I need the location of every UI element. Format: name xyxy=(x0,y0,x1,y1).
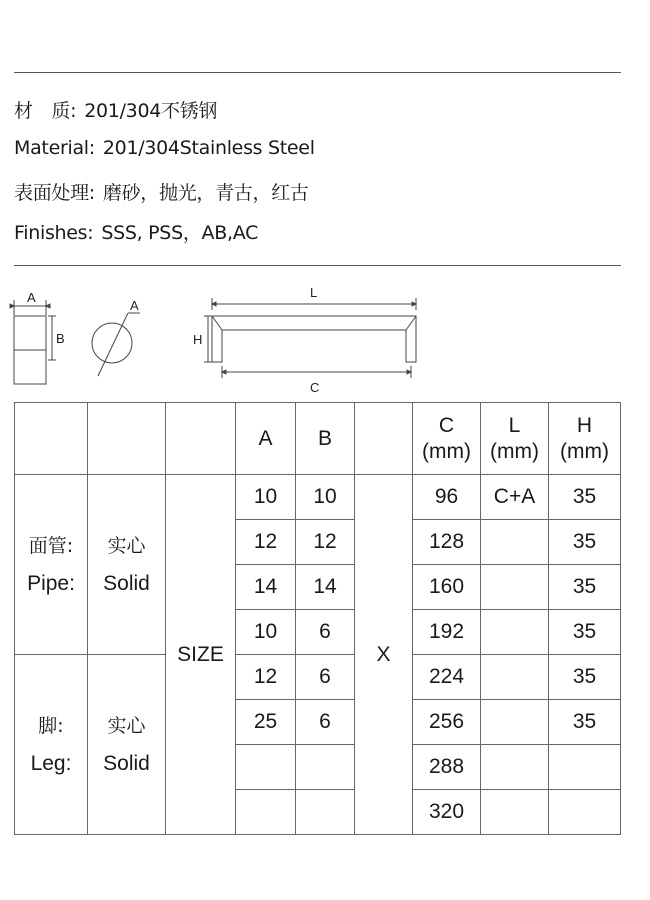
spec-value: 201/304Stainless Steel xyxy=(102,137,315,159)
cell-h: 35 xyxy=(549,565,621,610)
header-empty-cell xyxy=(166,403,236,475)
spec-material-cn xyxy=(14,96,217,123)
cell-l xyxy=(481,565,549,610)
cell-b: 14 xyxy=(296,565,355,610)
table-header-row xyxy=(15,403,621,475)
table-row xyxy=(15,475,621,520)
header-l xyxy=(481,403,549,475)
cell-a: 12 xyxy=(236,520,296,565)
header-b: B xyxy=(296,403,355,475)
header-empty-cell xyxy=(355,403,413,475)
cell-l xyxy=(481,700,549,745)
header-l-label: L xyxy=(508,413,521,437)
pipe-label-en: Pipe: xyxy=(27,571,75,595)
cell-a xyxy=(236,745,296,790)
round-dia-label: A xyxy=(130,298,139,313)
square-profile xyxy=(10,300,56,384)
header-h-label: H xyxy=(576,413,593,437)
cell-c: 192 xyxy=(413,610,481,655)
cell-h: 35 xyxy=(549,610,621,655)
cell-l xyxy=(481,790,549,835)
header-c-label: C xyxy=(438,413,455,437)
leg-type-cell xyxy=(88,655,166,835)
handle-outline xyxy=(204,298,416,378)
handle-length-label: L xyxy=(310,285,318,300)
cell-b: 6 xyxy=(296,610,355,655)
header-c-unit: (mm) xyxy=(422,439,471,463)
top-divider xyxy=(14,72,621,73)
cell-a xyxy=(236,790,296,835)
cell-h: 35 xyxy=(549,700,621,745)
size-label: SIZE xyxy=(166,475,236,835)
cell-a: 14 xyxy=(236,565,296,610)
table-row xyxy=(15,655,621,700)
leg-label-cn: 脚: xyxy=(38,714,64,737)
header-h xyxy=(549,403,621,475)
spec-label: 材 质: xyxy=(14,100,77,122)
spec-value: SSS, PSS，AB,AC xyxy=(101,222,259,244)
cell-a: 10 xyxy=(236,610,296,655)
dimension-diagram xyxy=(0,280,650,400)
header-a: A xyxy=(236,403,296,475)
leg-label-en: Leg: xyxy=(30,751,72,775)
cell-b: 6 xyxy=(296,700,355,745)
cell-b xyxy=(296,790,355,835)
cell-h xyxy=(549,745,621,790)
handle-height-label: H xyxy=(193,332,203,347)
pipe-label-cell xyxy=(15,475,88,655)
spec-label: Material: xyxy=(14,137,95,159)
leg-label-cell xyxy=(15,655,88,835)
header-l-unit: (mm) xyxy=(490,439,539,463)
square-height-label: B xyxy=(56,331,65,346)
square-width-label: A xyxy=(27,290,36,305)
cell-h: 35 xyxy=(549,520,621,565)
handle-center-label: C xyxy=(310,380,320,395)
size-table xyxy=(14,402,621,835)
spec-label: 表面处理: xyxy=(14,182,95,204)
leg-solid-en: Solid xyxy=(103,751,150,775)
cell-h: 35 xyxy=(549,655,621,700)
cell-l xyxy=(481,610,549,655)
spec-value: 磨砂，抛光，青古，红古 xyxy=(102,182,309,204)
cell-a: 12 xyxy=(236,655,296,700)
cell-b: 6 xyxy=(296,655,355,700)
cell-l xyxy=(481,745,549,790)
cell-c: 128 xyxy=(413,520,481,565)
cell-c: 320 xyxy=(413,790,481,835)
cell-c: 256 xyxy=(413,700,481,745)
cell-h xyxy=(549,790,621,835)
pipe-type-cell xyxy=(88,475,166,655)
cell-c: 224 xyxy=(413,655,481,700)
cell-l xyxy=(481,520,549,565)
cell-b: 10 xyxy=(296,475,355,520)
cell-l: C+A xyxy=(481,475,549,520)
cell-c: 160 xyxy=(413,565,481,610)
cell-h: 35 xyxy=(549,475,621,520)
cell-c: 288 xyxy=(413,745,481,790)
cell-a: 25 xyxy=(236,700,296,745)
cell-c: 96 xyxy=(413,475,481,520)
header-empty-cell xyxy=(15,403,88,475)
pipe-solid-cn: 实心 xyxy=(107,534,146,557)
pipe-label-cn: 面管: xyxy=(28,534,74,557)
spec-value: 201/304不锈钢 xyxy=(84,100,218,122)
pipe-solid-en: Solid xyxy=(103,571,150,595)
cell-b: 12 xyxy=(296,520,355,565)
cell-a: 10 xyxy=(236,475,296,520)
spec-finish-cn xyxy=(14,178,309,205)
leg-solid-cn: 实心 xyxy=(107,714,146,737)
spec-material-en xyxy=(14,137,315,159)
round-profile xyxy=(92,313,140,376)
spec-finish-en xyxy=(14,218,258,245)
header-h-unit: (mm) xyxy=(560,439,609,463)
x-label: X xyxy=(355,475,413,835)
cell-l xyxy=(481,655,549,700)
cell-b xyxy=(296,745,355,790)
middle-divider xyxy=(14,265,621,266)
spec-label: Finishes: xyxy=(14,222,94,244)
header-c xyxy=(413,403,481,475)
header-empty-cell xyxy=(88,403,166,475)
